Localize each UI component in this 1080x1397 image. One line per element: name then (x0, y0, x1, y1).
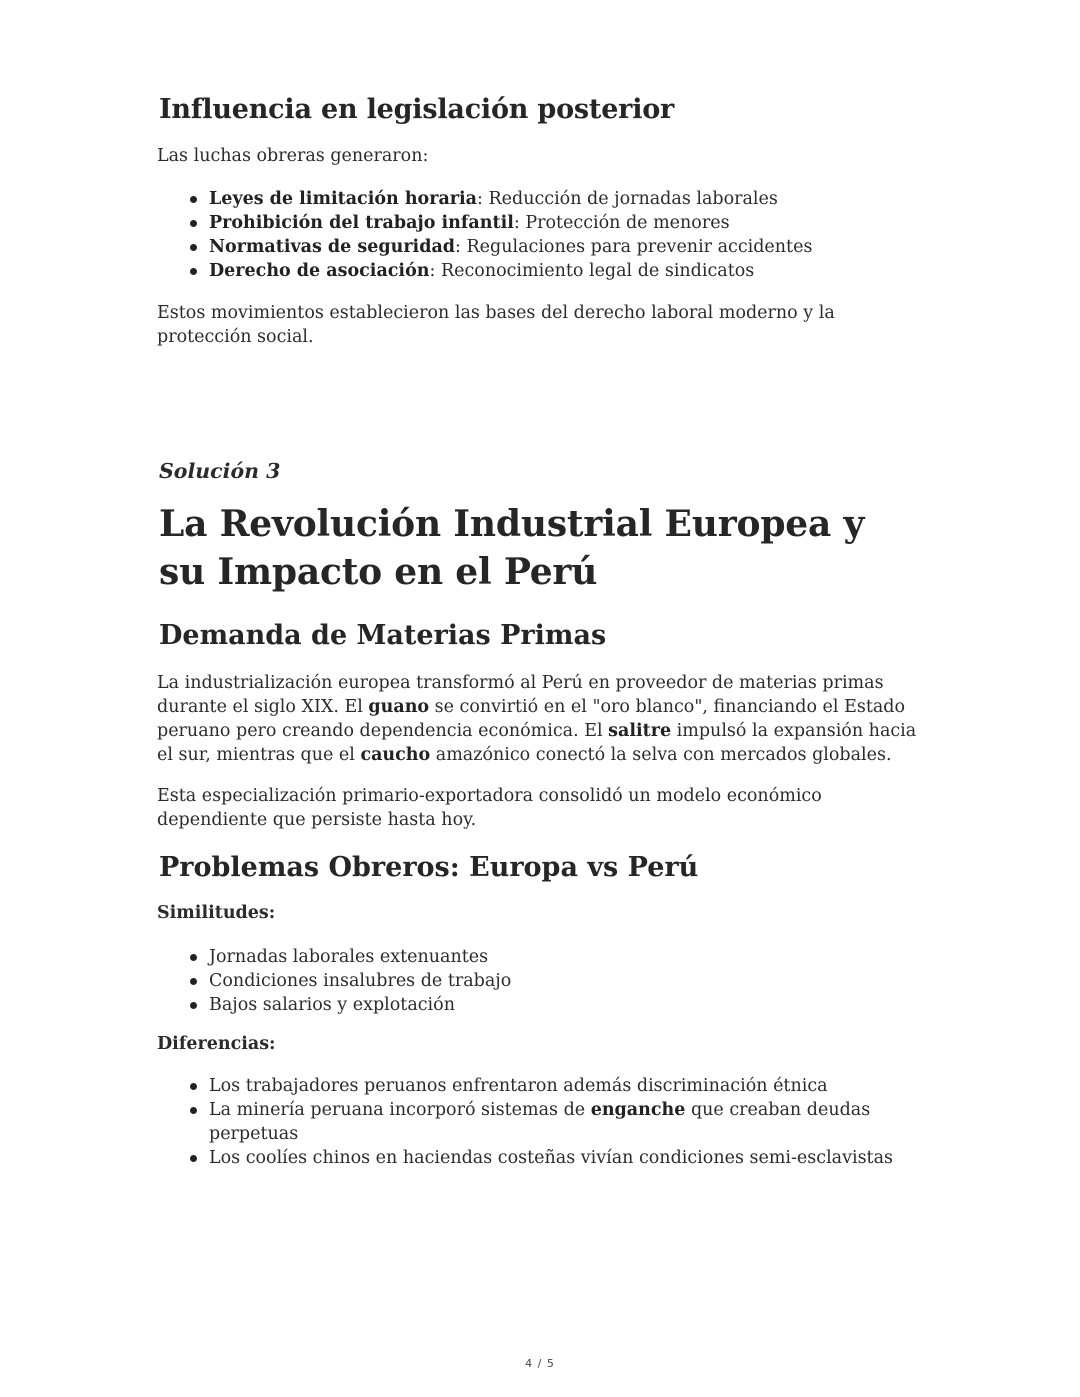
specialization-paragraph: Esta especialización primario-exportadora consolidó un modelo económico dependiente que persiste hasta hoy. (157, 786, 822, 830)
list-item: La minería peruana incorporó sistemas de enganche que creaban deudas perpetuas (157, 1098, 957, 1146)
diferencias-label: Diferencias: (157, 1034, 276, 1054)
keyword-salitre: salitre (608, 721, 672, 741)
list-item: Los coolíes chinos en haciendas costeñas vivían condiciones semi-esclavistas (157, 1146, 957, 1170)
list-item (157, 187, 812, 211)
list-item (157, 235, 812, 259)
industrialization-paragraph: La industrialización europea transformó al Perú en proveedor de materias primas durante el siglo XIX. El guano se convirtió en el "oro blanco", financiando el Estado peruano pero creando dependencia económica. El salitre impulsó la expansión hacia el sur, mientras que el caucho amazónico conectó la selva con mercados globales. (157, 673, 917, 765)
list-item-desc: : Reducción de jornadas laborales (477, 189, 778, 209)
section-heading-influencia: Influencia en legislación posterior (159, 94, 675, 125)
similitudes-label: Similitudes: (157, 903, 276, 923)
intro-paragraph: Las luchas obreras generaron: (157, 146, 429, 166)
list-item: Bajos salarios y explotación (157, 993, 511, 1017)
keyword-guano: guano (368, 697, 430, 717)
list-item-term: Normativas de seguridad (209, 237, 456, 257)
list-item: Los trabajadores peruanos enfrentaron además discriminación étnica (157, 1074, 957, 1098)
page-number: 4 / 5 (525, 1357, 555, 1370)
diferencias-list (157, 1074, 957, 1170)
document-title: La Revolución Industrial Europea y su Impacto en el Perú (159, 503, 865, 593)
list-item-desc: : Protección de menores (513, 213, 730, 233)
closing-paragraph: Estos movimientos establecieron las bases del derecho laboral moderno y la protección social. (157, 303, 835, 347)
section-heading-problemas: Problemas Obreros: Europa vs Perú (159, 852, 699, 883)
section-heading-demanda: Demanda de Materias Primas (159, 620, 607, 651)
list-item (157, 211, 812, 235)
list-item (157, 259, 812, 283)
list-item-term: Derecho de asociación (209, 261, 430, 281)
similitudes-list (157, 945, 511, 1017)
legislation-list (157, 187, 812, 283)
keyword-caucho: caucho (360, 745, 431, 765)
keyword-enganche: enganche (590, 1100, 686, 1120)
list-item-desc: : Regulaciones para prevenir accidentes (455, 237, 813, 257)
list-item-term: Prohibición del trabajo infantil (209, 213, 514, 233)
list-item: Jornadas laborales extenuantes (157, 945, 511, 969)
solution-label: Solución 3 (159, 459, 281, 483)
list-item-desc: : Reconocimiento legal de sindicatos (429, 261, 755, 281)
list-item: Condiciones insalubres de trabajo (157, 969, 511, 993)
list-item-term: Leyes de limitación horaria (209, 189, 477, 209)
